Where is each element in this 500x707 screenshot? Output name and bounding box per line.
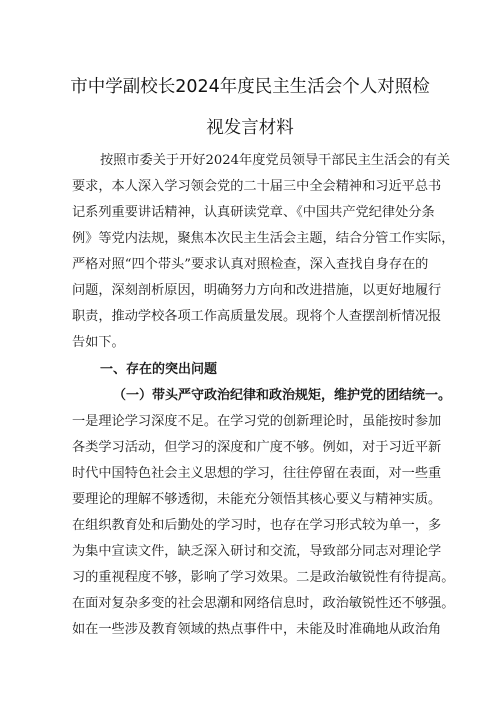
body-line-1: 一是理论学习深度不足。在学习党的创新理论时，虽能按时参加 bbox=[72, 414, 442, 429]
subsection-heading: （一）带头严守政治纪律和政治规矩，维护党的团结统一。 bbox=[113, 388, 452, 403]
intro-line-2: 要求，本人深入学习领会党的二十届三中全会精神和习近平总书 bbox=[72, 179, 442, 194]
intro-line-8: 告如下。 bbox=[72, 335, 125, 350]
body-line-3: 时代中国特色社会主义思想的学习，往往停留在表面，对一些重 bbox=[72, 466, 442, 481]
intro-line-4: 例》等党内法规，聚焦本次民主生活会主题，结合分管工作实际， bbox=[72, 231, 455, 246]
intro-line-3: 记系列重要讲话精神，认真研读党章、《中国共产党纪律处分条 bbox=[72, 205, 435, 220]
body-line-6: 为集中宣读文件，缺乏深入研讨和交流，导致部分同志对理论学 bbox=[72, 544, 442, 559]
document-title-line-1: 市中学副校长2024年度民主生活会个人对照检 bbox=[70, 77, 430, 97]
section-heading: 一、存在的突出问题 bbox=[100, 362, 218, 377]
body-line-2: 各类学习活动，但学习的深度和广度不够。例如，对于习近平新 bbox=[72, 440, 442, 455]
body-line-7: 习的重视程度不够，影响了学习效果。二是政治敏锐性有待提高。 bbox=[72, 570, 455, 585]
intro-line-5: 严格对照“四个带头”要求认真对照检查，深入查找自身存在的 bbox=[72, 257, 429, 272]
body-line-8: 在面对复杂多变的社会思潮和网络信息时，政治敏锐性还不够强。 bbox=[72, 596, 455, 611]
intro-line-7: 职责，推动学校各项工作高质量发展。现将个人查摆剖析情况报 bbox=[72, 309, 442, 324]
body-line-4: 要理论的理解不够透彻，未能充分领悟其核心要义与精神实质。 bbox=[72, 492, 442, 507]
body-line-9: 如在一些涉及教育领域的热点事件中，未能及时准确地从政治角 bbox=[72, 622, 442, 637]
intro-line-6: 问题，深刻剖析原因，明确努力方向和改进措施，以更好地履行 bbox=[72, 283, 442, 298]
intro-line-1: 按照市委关于开好2024年度党员领导干部民主生活会的有关 bbox=[100, 153, 451, 168]
document-title-line-2: 视发言材料 bbox=[206, 118, 294, 138]
body-line-5: 在组织教育处和后勤处的学习时，也存在学习形式较为单一，多 bbox=[72, 518, 442, 533]
